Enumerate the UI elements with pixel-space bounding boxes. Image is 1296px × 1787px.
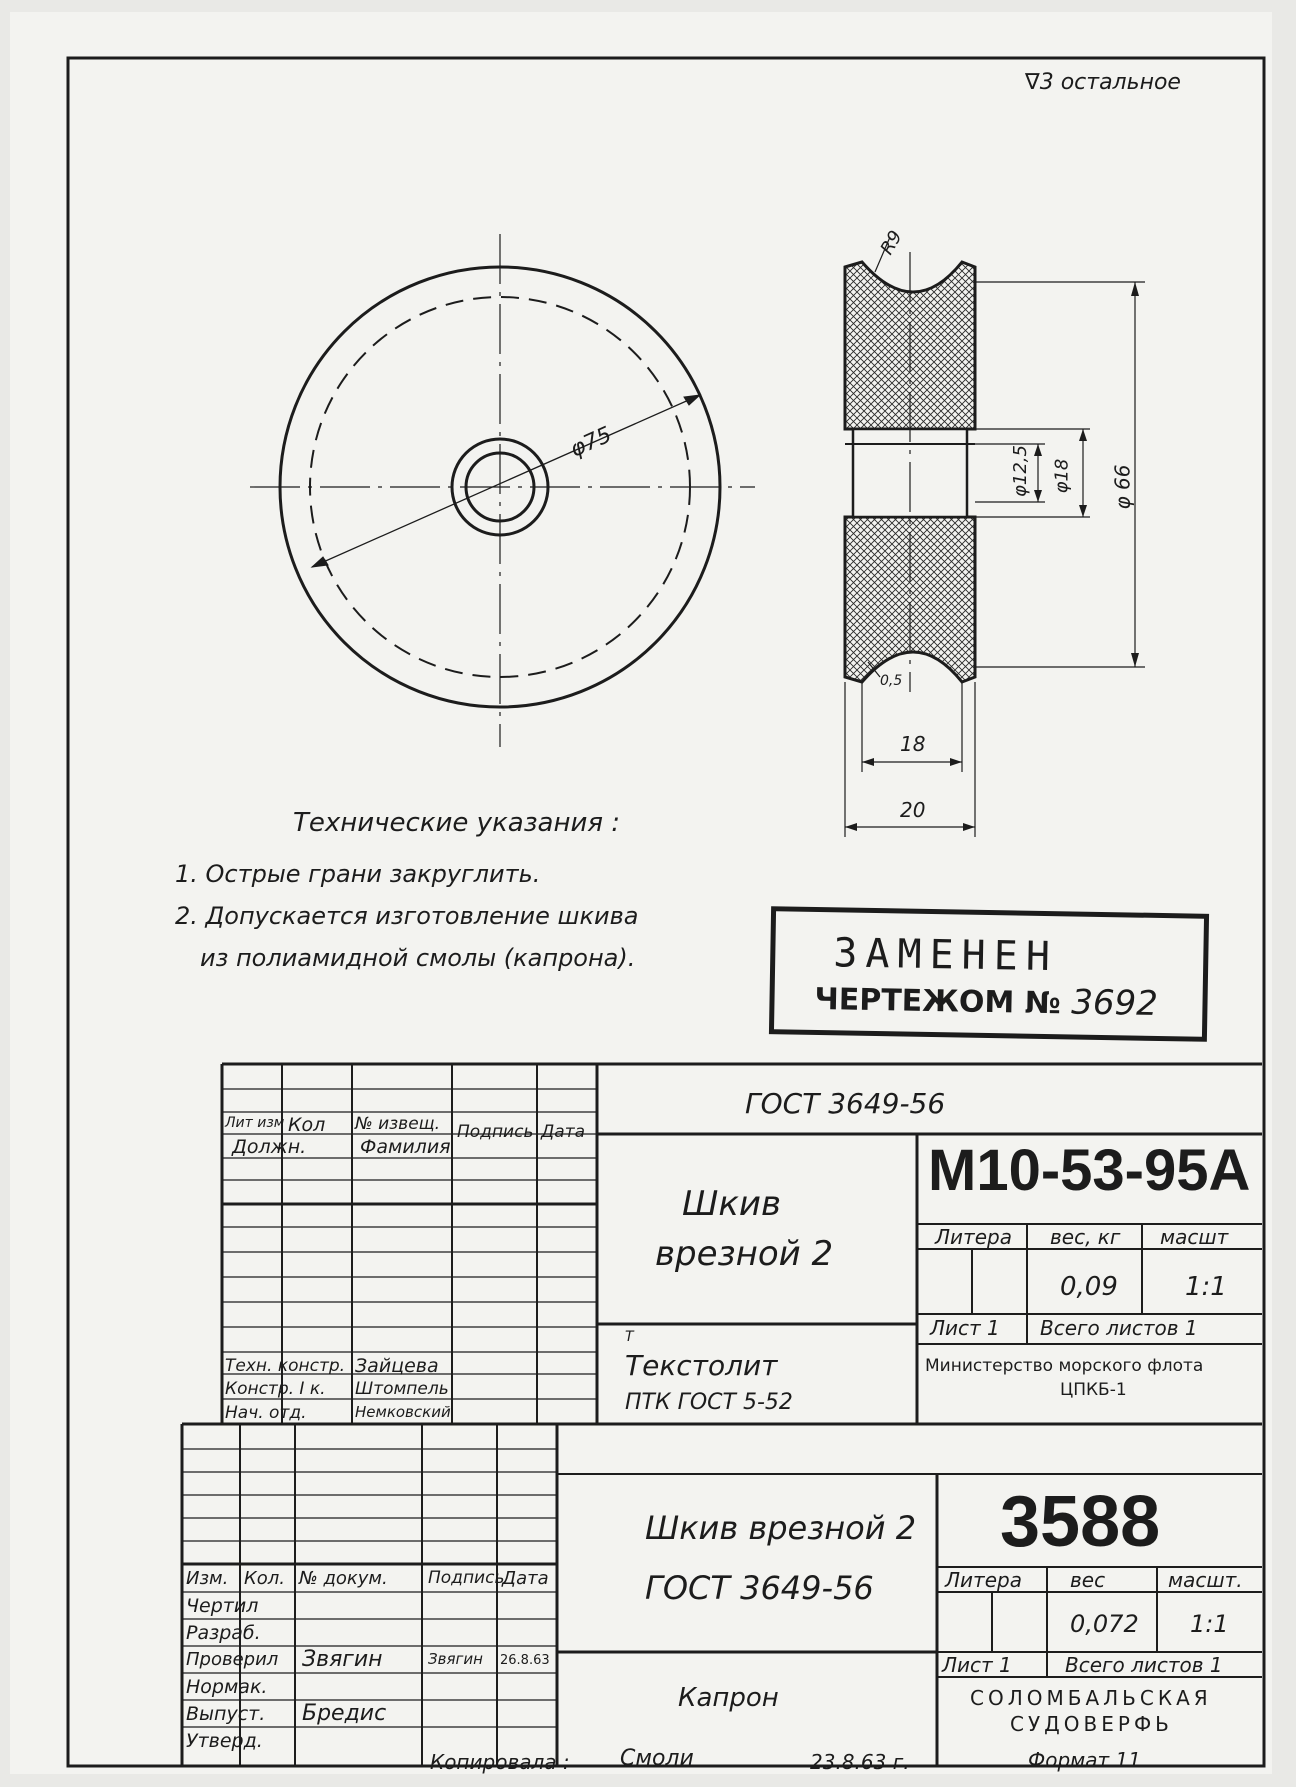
copied-date: 23.8.63 г. [810,1750,910,1774]
upper-role-2: Констр. I к. [225,1379,326,1399]
upper-role-3: Нач. отд. [225,1403,307,1423]
dim-chamfer: 0,5 [880,673,903,689]
tech-note-2: 2. Допускается изготовление шкива [175,902,639,930]
upper-drawing-code: М10-53-95А [928,1138,1251,1203]
dim-inner-width: 18 [900,732,926,756]
upper-standard: ГОСТ 3649-56 [745,1087,946,1120]
sheet-format: Формат 11 [1028,1748,1141,1772]
upper-part-name-1: Шкив [682,1184,782,1224]
roughness-note: ∇3 остальное [1025,70,1181,95]
copied-signature: Смоли [620,1746,694,1771]
tech-note-1: 1. Острые грани закруглить. [175,860,541,888]
upper-material-correction: Т [625,1329,634,1345]
lower-weight: 0,072 [1070,1610,1139,1638]
upper-name-1: Зайцева [355,1355,439,1377]
upper-hdr-izm: Лит изм [225,1115,285,1131]
lower-scale: 1:1 [1190,1610,1229,1638]
upper-name-3: Немковский [355,1403,451,1421]
tech-notes-title: Технические указания : [293,808,621,838]
lower-hdr-signature: Подпись [428,1568,505,1588]
upper-hdr-signature: Подпись [457,1122,534,1142]
arrow-b [684,395,700,405]
lower-sheets-total: Всего листов 1 [1065,1653,1223,1677]
lower-role-1: Чертил [186,1595,259,1617]
lower-hdr-date: Дата [502,1568,549,1589]
lower-name-3: Звягин [302,1647,383,1672]
upper-name-2: Штомпель [355,1379,449,1399]
lower-role-6: Утверд. [186,1730,263,1752]
stamp-number: 3692 [1070,982,1159,1024]
lower-weight-label: вес [1070,1568,1106,1592]
upper-weight-label: вес, кг [1050,1225,1121,1249]
upper-org-line2: ЦПКБ-1 [1060,1380,1127,1400]
lower-standard: ГОСТ 3649-56 [645,1569,874,1607]
upper-sheets-total: Всего листов 1 [1040,1316,1198,1340]
lower-org-line1: СОЛОМБАЛЬСКАЯ [970,1686,1212,1710]
lower-role-3: Проверил [186,1649,279,1670]
arrow-a [312,557,328,567]
copied-label: Копировала : [430,1750,570,1774]
upper-material: Текстолит [625,1349,778,1382]
lower-drawing-number: 3588 [1000,1482,1161,1562]
dim-groove-diameter: φ 66 [1110,464,1135,510]
diameter-leader [312,395,700,567]
lower-scale-label: масшт. [1168,1568,1243,1592]
lower-name-5: Бредис [302,1701,387,1726]
lower-org-line2: СУДОВЕРФЬ [1010,1712,1173,1736]
dim-outer-width: 20 [900,798,926,822]
upper-litera-label: Литера [935,1225,1012,1249]
section-view [845,237,1145,837]
drawing-sheet [10,12,1272,1774]
lower-role-5: Выпуст. [186,1703,266,1725]
tech-note-3: из полиамидной смолы (капрона). [200,944,636,972]
lower-sheet: Лист 1 [942,1653,1012,1677]
upper-hdr-date: Дата [541,1122,586,1142]
upper-scale-label: масшт [1160,1225,1229,1249]
lower-hdr-izm: Изм. [186,1568,229,1589]
lower-part-name: Шкив врезной 2 [645,1509,917,1547]
replaced-stamp [769,906,1209,1042]
stamp-line1: ЗАМЕНЕН [832,930,1059,981]
dim-groove-radius: R9 [876,227,907,259]
upper-hdr-notice: № извещ. [355,1114,441,1134]
upper-role-1: Техн. констр. [225,1356,346,1376]
upper-material-standard: ПТК ГОСТ 5-52 [625,1390,793,1415]
lower-date-3: 26.8.63 [500,1653,550,1668]
lower-hdr-kol: Кол. [244,1568,286,1589]
upper-hdr-position: Должн. [232,1136,307,1158]
lower-hdr-doc: № докум. [299,1568,388,1589]
dim-bore: φ12,5 [1009,445,1031,497]
dim-outer-diameter: φ75 [566,422,616,463]
upper-scale: 1:1 [1185,1272,1227,1302]
upper-sheet: Лист 1 [930,1316,1000,1340]
stamp-line2: ЧЕРТЕЖОМ № 3692 [814,981,1159,1024]
upper-hdr-kol: Кол [288,1114,326,1136]
lower-role-4: Нормак. [186,1676,268,1698]
lower-signature-3: Звягин [428,1650,483,1668]
upper-part-name-2: врезной 2 [655,1234,834,1274]
front-view [250,234,755,747]
upper-org-line1: Министерство морского флота [925,1356,1204,1376]
lower-litera-label: Литера [945,1568,1022,1592]
lower-role-2: Разраб. [186,1622,261,1644]
upper-hdr-surname: Фамилия [360,1136,451,1158]
dim-hub: φ18 [1051,458,1073,494]
upper-weight: 0,09 [1060,1272,1118,1302]
lower-material: Капрон [678,1683,779,1713]
